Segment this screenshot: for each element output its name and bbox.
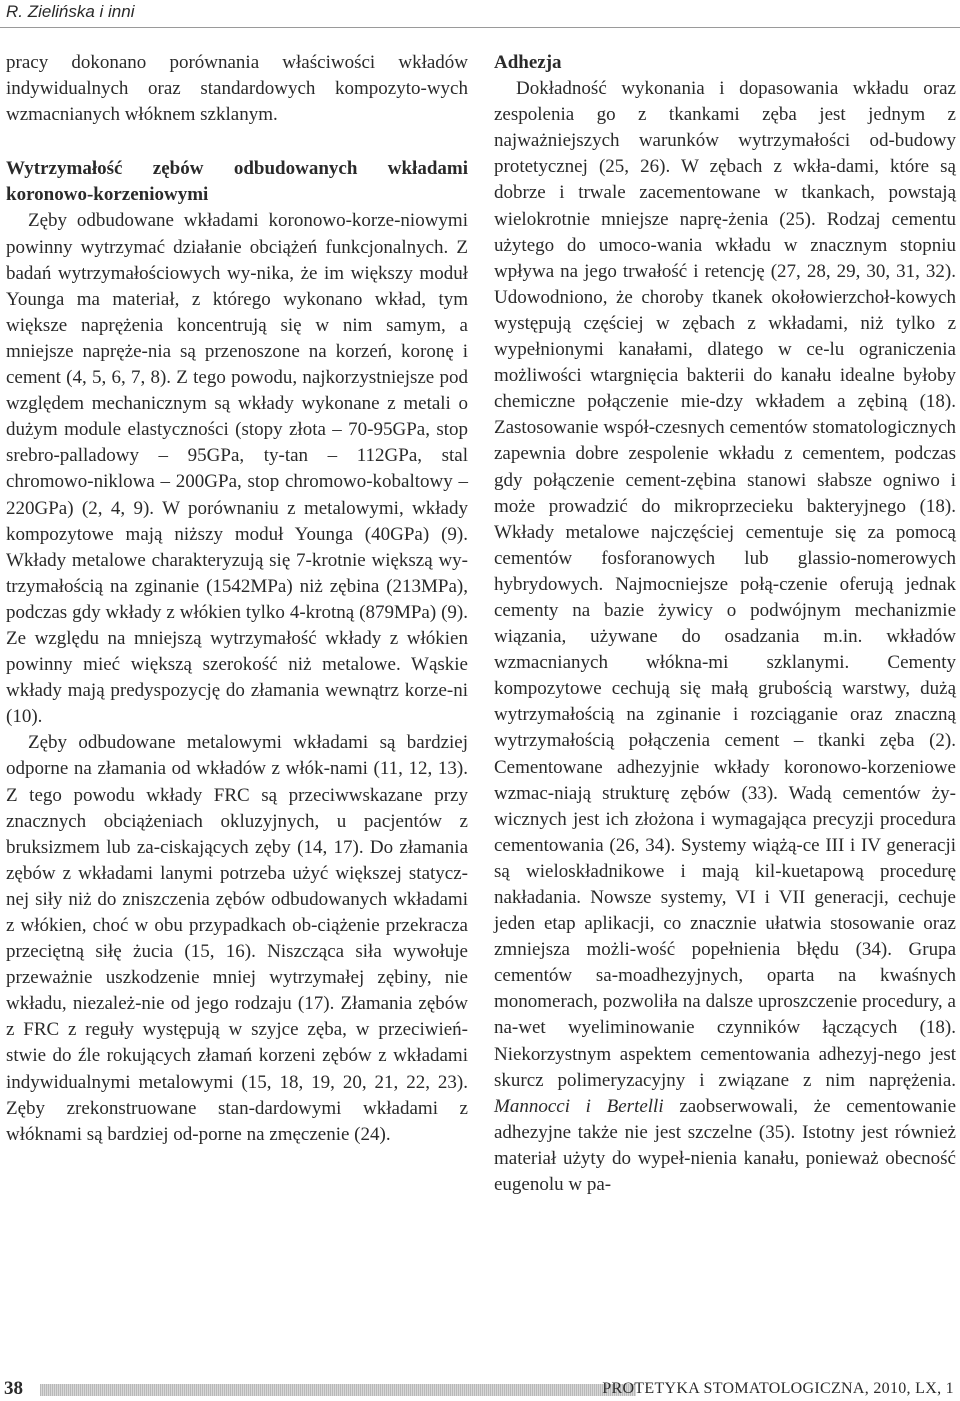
section-gap [6,128,468,156]
section-heading-strength: Wytrzymałość zębów odbudowanych wkładami koronowo-korzeniowymi [6,158,468,206]
running-header: R. Zielińska i inni [6,2,135,21]
page-number: 38 [4,1378,23,1399]
header-rule [0,27,960,28]
section-heading-adhesion: Adhezja [494,52,562,73]
intro-paragraph: pracy dokonano porównania właściwości wkładów indywidualnych oraz standardowych kompozyto-wych wzmacnianych włóknem szklanym. [6,52,468,126]
strength-paragraph-1: Zęby odbudowane wkładami koronowo-korze-niowymi powinny wytrzymać działanie obciążeń funkcjonalnych. Z badań wytrzymałościowych wy-nika, że im większy moduł Younga ma materiał, z którego wykonano wkład, tym większe naprężenia koncentrują się w nim samym, a mniejsze napręże-nia są przenoszone na korzeń, koronę i cement (4, 5, 6, 7, 8). Z tego powodu, najkorzystniejsze pod względem mechanicznym są wkłady wykonane z metali o dużym module elastyczności (stopy złota – 70-95GPa, stop srebro-palladowy – 95GPa, ty-tan – 112GPa, stal chromowo-niklowa – 200GPa, stop chromowo-kobaltowy – 220GPa) (2, 4, 9). W porównaniu z metalowymi, wkłady kompozytowe mają niższy moduł Younga (40GPa) (9). Wkłady metalowe charakteryzują się 7-krotnie większą wy-trzymałością na zginanie (1542MPa) niż zębina (213MPa), podczas gdy wkłady z włókien tylko 4-krotną (879MPa) (9). Ze względu na mniejszą wytrzymałość wkłady z włókien powinny mieć większą szerokość niż metalowe. Wąskie wkłady mają predyspozycję do złamania wewnątrz korze-ni (10). [6,210,468,728]
adhesion-text-part-1: Dokładność wykonania i dopasowania wkładu oraz zespolenia go z tkankami zęba jest jednym z najważniejszych warunków wytrzymałości od-budowy protetycznej (25, 26). W zębach z wkła-dami, które są dobrze i trwale zacementowane w tkankach, powstają wielokrotnie mniejsze naprę-żenia (25). Rodzaj cementu użytego do umoco-wania wkładu w znacznym stopniu wpływa na jego trwałość i retencję (27, 28, 29, 30, 31, 32). Udowodniono, że choroby tkanek okołowierzchoł-kowych występują częściej w zębach z wkładami, niż tylko z wypełnionymi kanałami, dlatego w ce-lu ograniczenia możliwości wtargnięcia bakterii do kanału idealne byłoby chemiczne połączenie mie-dzy wkładem a zębiną (18). Zastosowanie współ-czesnych cementów stomatologicznych zapewnia dobre zespolenie wkładu z cementem, podczas gdy połączenie cement-zębina stanowi słabsze ogniwo i może prowadzić do mikroprzecieku bakteryjnego (18). Wkłady metalowe najczęściej cementuje się za pomocą cementów fosforanowych lub glassio-nomerowych hybrydowych. Najmocniejsze połą-czenie oferują jednak cementy na bazie żywicy o podwójnym mechanizmie wiązania, używane do osadzania m.in. wkładów wzmacnianych włókna-mi szklanymi. Cementy kompozytowe cechują się małą grubością warstwy, dużą wytrzymałością na zginanie i rozciąganie oraz znaczną wytrzymałością połączenia cement – tkanki zęba (2). Cementowane adhezyjnie wkłady koronowo-korzeniowe wzmac-niają strukturę zębów (33). Wadą cementów ży-wicznych jest ich złożona i wymagająca precyzji procedura cementowania (26, 34). Systemy wiążą-ce III i IV generacji są wieloskładnikowe i mają kil-kuetapową procedurę nakładania. Nowsze systemy, VI i VII generacji, cechuje jeden etap aplikacji, co znacznie ułatwia stosowanie oraz zmniejsza możli-wość popełnienia błędu (34). Grupa cementów sa-moadhezyjnych, oparta na kwaśnych monomerach, pozwoliła na dalsze uproszczenie procedury, a na-wet wyeliminowanie czynników łączących (18). Niekorzystnym aspektem cementowania adhezyj-nego jest skurcz polimeryzacyjny i związane z nim naprężenia. [494,78,956,1091]
left-column [6,50,468,1148]
footer-bar [40,1384,636,1396]
adhesion-text-part-2: zaobserwowali, że cementowanie adhezyjne także nie jest szczelne (35). Istotny jest również materiał użyty do wypeł-nienia kanału, ponieważ obecność eugenolu w pa- [494,1095,956,1196]
adhesion-paragraph [494,76,956,1198]
strength-paragraph-2: Zęby odbudowane metalowymi wkładami są bardziej odporne na złamania od wkładów z włók-nami (11, 12, 13). Z tego powodu wkłady FRC są przeciwwskazane przy znacznych obciążeniach okluzyjnych, u pacjentów z bruksizmem lub za-ciskających zęby (14, 17). Do złamania zębów z wkładami lanymi potrzeba użyć większej statycz-nej siły niż do zniszczenia zębów odbudowanych wkładami z włókien, choć w obu przypadkach ob-ciążenie przekracza przeciętną siłę żucia (15, 16). Niszcząca siła wywołuje przeważnie uszkodzenie mniej wytrzymałej zębiny, nie wkładu, niezależ-nie od jego rodzaju (17). Złamania zębów z FRC z reguły występują w szyjce zęba, w przeciwień-stwie do źle rokujących złamań korzeni zębów z wkładami indywidualnymi metalowymi (15, 18, 19, 20, 21, 22, 23). Zęby zrekonstruowane stan-dardowymi wkładami z włóknami są bardziej od-porne na zmęczenie (24). [6,732,468,1145]
journal-footer: PROTETYKA STOMATOLOGICZNA, 2010, LX, 1 [602,1380,954,1397]
cited-authors: Mannocci i Bertelli [494,1095,664,1117]
right-column [494,50,956,1198]
